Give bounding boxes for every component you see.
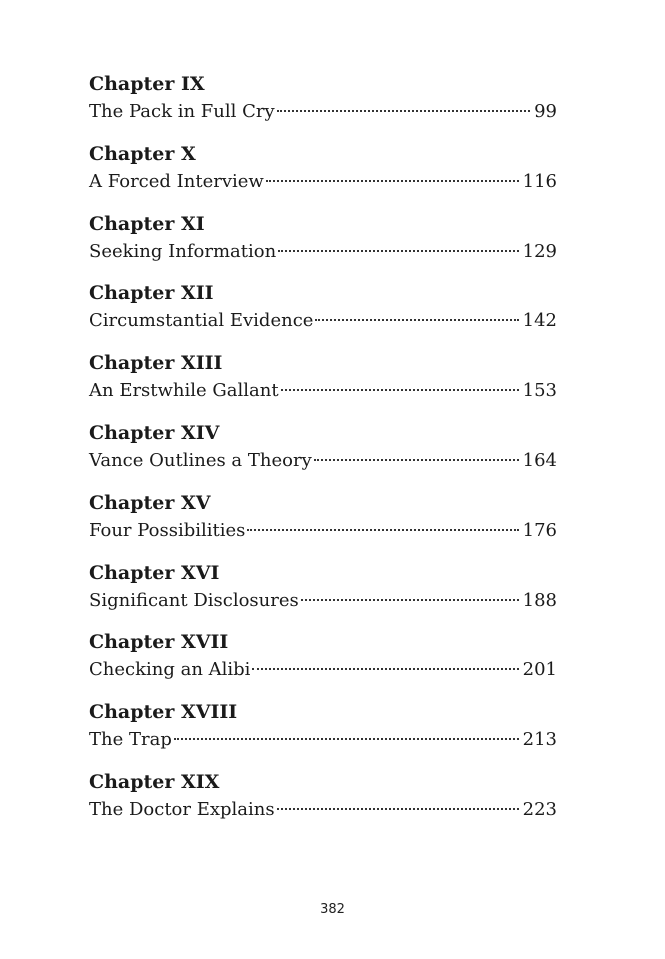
chapter-heading: Chapter XVII bbox=[89, 631, 229, 654]
chapter-title: The Doctor Explains bbox=[89, 798, 275, 820]
toc-entry bbox=[89, 489, 557, 559]
dot-leader bbox=[277, 808, 519, 810]
toc-line bbox=[89, 517, 557, 545]
toc-line bbox=[89, 307, 557, 335]
chapter-title: Significant Disclosures bbox=[89, 589, 299, 611]
dot-leader bbox=[278, 250, 518, 252]
chapter-heading: Chapter XIII bbox=[89, 352, 223, 375]
toc-line bbox=[89, 238, 557, 266]
chapter-page-number: 129 bbox=[522, 240, 557, 262]
chapter-heading: Chapter IX bbox=[89, 73, 205, 95]
toc-entry bbox=[89, 768, 557, 838]
toc-line bbox=[89, 377, 557, 405]
chapter-title: A Forced Interview bbox=[89, 170, 264, 192]
table-of-contents bbox=[89, 70, 557, 838]
toc-entry bbox=[89, 419, 557, 489]
toc-line bbox=[89, 796, 557, 824]
toc-line bbox=[89, 656, 557, 684]
chapter-heading: Chapter XIX bbox=[89, 770, 220, 793]
toc-entry bbox=[89, 628, 557, 698]
toc-line bbox=[89, 447, 557, 475]
toc-entry bbox=[89, 210, 557, 280]
chapter-title: Circumstantial Evidence bbox=[89, 310, 314, 332]
dot-leader bbox=[301, 599, 519, 601]
toc-entry bbox=[89, 559, 557, 629]
toc-entry bbox=[89, 279, 557, 349]
dot-leader bbox=[174, 738, 519, 740]
chapter-page-number: 164 bbox=[522, 449, 557, 471]
chapter-heading: Chapter XVI bbox=[89, 561, 220, 584]
toc-line bbox=[89, 168, 557, 196]
chapter-page-number: 201 bbox=[522, 659, 557, 681]
chapter-heading: Chapter XIV bbox=[89, 421, 220, 444]
chapter-page-number: 99 bbox=[534, 101, 557, 122]
chapter-page-number: 176 bbox=[522, 519, 557, 541]
chapter-page-number: 223 bbox=[522, 798, 557, 820]
toc-entry bbox=[89, 698, 557, 768]
chapter-page-number: 213 bbox=[522, 729, 557, 751]
chapter-heading: Chapter XII bbox=[89, 282, 214, 305]
dot-leader bbox=[281, 389, 519, 391]
dot-leader bbox=[247, 529, 518, 531]
chapter-title: Vance Outlines a Theory bbox=[89, 449, 312, 471]
chapter-page-number: 116 bbox=[522, 170, 557, 192]
dot-leader bbox=[266, 180, 519, 182]
chapter-page-number: 142 bbox=[522, 310, 557, 332]
chapter-page-number: 153 bbox=[522, 380, 557, 402]
chapter-heading: Chapter XV bbox=[89, 491, 211, 514]
toc-entry bbox=[89, 349, 557, 419]
chapter-page-number: 188 bbox=[522, 589, 557, 611]
toc-line bbox=[89, 98, 557, 126]
dot-leader bbox=[277, 110, 530, 112]
toc-entry bbox=[89, 140, 557, 210]
dot-leader bbox=[314, 459, 519, 461]
dot-leader bbox=[315, 319, 518, 321]
chapter-heading: Chapter XVIII bbox=[89, 701, 238, 724]
chapter-title: The Pack in Full Cry bbox=[89, 101, 275, 122]
chapter-heading: Chapter XI bbox=[89, 212, 205, 235]
chapter-title: Seeking Information bbox=[89, 240, 277, 262]
toc-entry bbox=[89, 70, 557, 140]
chapter-title: Checking an Alibi bbox=[89, 659, 251, 681]
chapter-title: The Trap bbox=[89, 729, 172, 751]
toc-line bbox=[89, 587, 557, 615]
chapter-heading: Chapter X bbox=[89, 142, 196, 165]
dot-leader bbox=[252, 668, 518, 670]
toc-line bbox=[89, 726, 557, 754]
chapter-title: Four Possibilities bbox=[89, 519, 246, 541]
chapter-title: An Erstwhile Gallant bbox=[89, 380, 279, 402]
footer-page-number: 382 bbox=[320, 902, 345, 917]
